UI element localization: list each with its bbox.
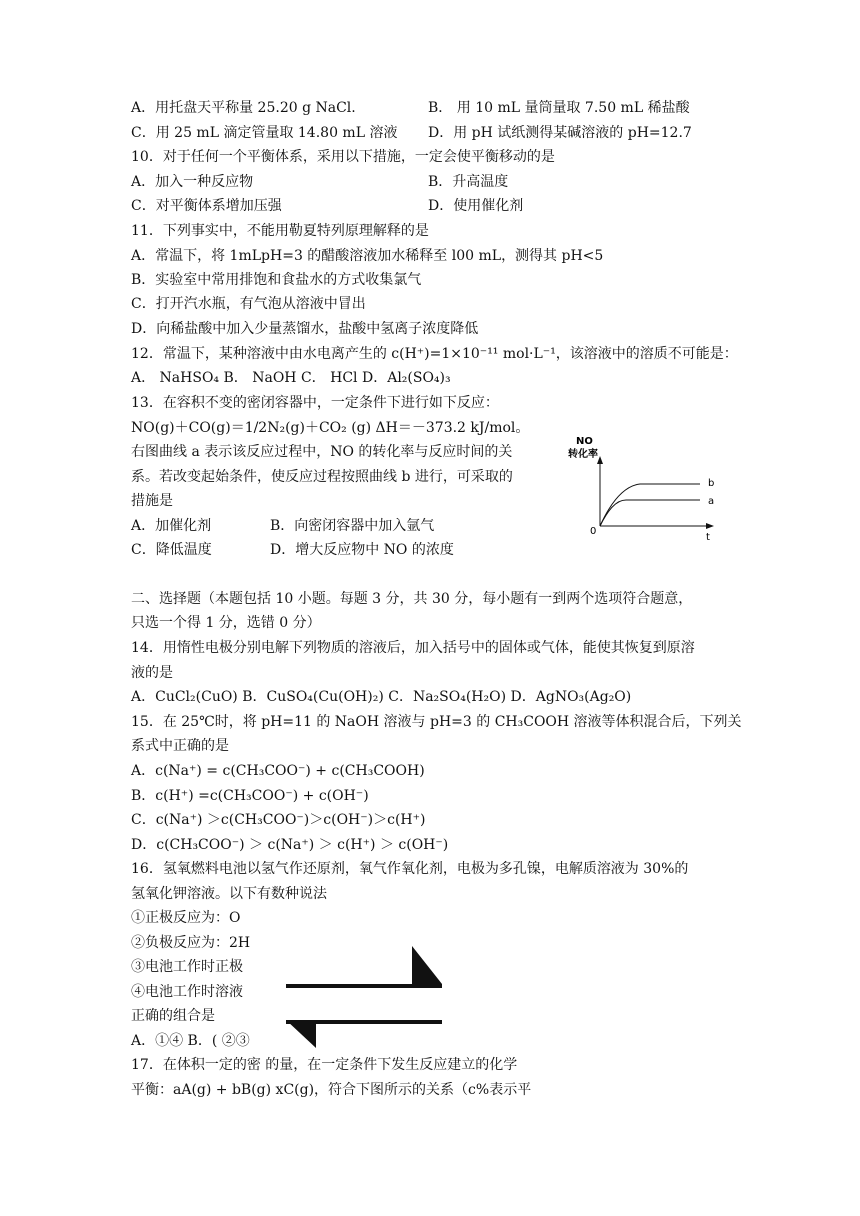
text-line: 右图曲线 a 表示该反应过程中，NO 的转化率与反应时间的关 bbox=[131, 444, 513, 460]
text-line: NO(g)＋CO(g)＝1/2N₂(g)＋CO₂ (g) ΔH＝－373.2 kJ/mol。 bbox=[131, 420, 530, 436]
text-line: 措施是 bbox=[131, 493, 173, 509]
text-line: C．对平衡体系增加压强 bbox=[131, 198, 282, 214]
text-line: A．CuCl₂(CuO) B．CuSO₄(Cu(OH)₂) C．Na₂SO₄(H₂O) D．AgNO₃(Ag₂O) bbox=[131, 689, 632, 705]
text-line-col2: B．向密闭容器中加入氩气 bbox=[270, 518, 435, 534]
text-line-col2: D．用 pH 试纸测得某碱溶液的 pH=12.7 bbox=[428, 125, 692, 141]
graph-ylabel-1: NO bbox=[576, 436, 593, 447]
text-line: ②负极反应为：2H bbox=[131, 935, 251, 951]
text-line: A．常温下，将 1mLpH=3 的醋酸溶液加水稀释至 l00 mL，测得其 pH<5 bbox=[131, 248, 604, 264]
text-line-col2: D．使用催化剂 bbox=[428, 198, 524, 214]
equilibrium-arrow-icon bbox=[282, 940, 444, 1050]
curve-b-label: b bbox=[708, 478, 715, 489]
text-line: 系。若改变起始条件，使反应过程按照曲线 b 进行，可采取的 bbox=[131, 469, 513, 485]
graph-x-arrow bbox=[706, 523, 714, 529]
text-line: C．用 25 mL 滴定管量取 14.80 mL 溶液 bbox=[131, 125, 398, 141]
text-line: A． NaHSO₄ B． NaOH C． HCl D．Al₂(SO₄)₃ bbox=[131, 370, 451, 386]
text-line: 正确的组合是 bbox=[131, 1008, 215, 1024]
text-line: 液的是 bbox=[131, 665, 173, 681]
graph-ylabel-2: 转化率 bbox=[568, 449, 598, 460]
text-line: 13．在容积不变的密闭容器中，一定条件下进行如下反应： bbox=[131, 395, 499, 411]
text-line: A．加入一种反应物 bbox=[131, 174, 254, 190]
text-line: C．c(Na⁺) ＞c(CH₃COO⁻)＞c(OH⁻)＞c(H⁺) bbox=[131, 812, 426, 828]
text-line-col2: D．增大反应物中 NO 的浓度 bbox=[270, 542, 454, 558]
text-line: B．c(H⁺) =c(CH₃COO⁻) + c(OH⁻) bbox=[131, 788, 369, 804]
text-line: 平衡：aA(g) + bB(g) xC(g)，符合下图所示的关系（c%表示平 bbox=[131, 1082, 532, 1098]
text-line: C．降低温度 bbox=[131, 542, 212, 558]
text-line: 17．在体积一定的密 的量，在一定条件下发生反应建立的化学 bbox=[131, 1057, 518, 1073]
text-line: A．c(Na⁺) = c(CH₃COO⁻) + c(CH₃COOH) bbox=[131, 763, 425, 779]
text-line-col2: B．升高温度 bbox=[428, 174, 509, 190]
text-line: 二、选择题（本题包括 10 小题。每题 3 分，共 30 分，每小题有一到两个选项符合题意， bbox=[131, 591, 693, 607]
curve-a bbox=[600, 500, 700, 526]
conversion-vs-time-graph bbox=[568, 432, 718, 542]
text-line: A．加催化剂 bbox=[131, 518, 212, 534]
text-line: A．用托盘天平称量 25.20 g NaCl. bbox=[131, 100, 356, 116]
text-line: 10．对于任何一个平衡体系，采用以下措施，一定会使平衡移动的是 bbox=[131, 149, 555, 165]
graph-origin-label: 0 bbox=[590, 526, 597, 537]
text-line: 11．下列事实中，不能用勒夏特列原理解释的是 bbox=[131, 223, 429, 239]
text-line: 14．用惰性电极分别电解下列物质的溶液后，加入括号中的固体或气体，能使其恢复到原溶 bbox=[131, 640, 695, 656]
text-line: B．实验室中常用排饱和食盐水的方式收集氯气 bbox=[131, 272, 422, 288]
text-line-col2: B． 用 10 mL 量筒量取 7.50 mL 稀盐酸 bbox=[428, 100, 690, 116]
text-line: D．向稀盐酸中加入少量蒸馏水，盐酸中氢离子浓度降低 bbox=[131, 321, 479, 337]
text-line: 氢氧化钾溶液。以下有数种说法 bbox=[131, 886, 327, 902]
text-line: 16．氢氧燃料电池以氢气作还原剂，氧气作氧化剂，电极为多孔镍，电解质溶液为 30%的 bbox=[131, 861, 689, 877]
text-line: 12．常温下，某种溶液中由水电离产生的 c(H⁺)=1×10⁻¹¹ mol·L⁻¹，该溶液中的溶质不可能是： bbox=[131, 346, 738, 362]
text-line: ③电池工作时正极 bbox=[131, 959, 243, 975]
text-line: 只选一个得 1 分，选错 0 分） bbox=[131, 615, 321, 631]
text-line: 15．在 25℃时，将 pH=11 的 NaOH 溶液与 pH=3 的 CH₃COOH 溶液等体积混合后，下列关 bbox=[131, 714, 742, 730]
text-line: ④电池工作时溶液 bbox=[131, 984, 243, 1000]
text-line: ①正极反应为：O bbox=[131, 910, 241, 926]
text-line: C．打开汽水瓶，有气泡从溶液中冒出 bbox=[131, 296, 366, 312]
text-line: A．①④ B．( ②③ bbox=[131, 1033, 250, 1049]
text-line: D．c(CH₃COO⁻) ＞ c(Na⁺) ＞ c(H⁺) ＞ c(OH⁻) bbox=[131, 837, 449, 853]
text-line: 系式中正确的是 bbox=[131, 738, 229, 754]
curve-a-label: a bbox=[708, 496, 715, 507]
graph-x-label: t bbox=[706, 532, 710, 542]
